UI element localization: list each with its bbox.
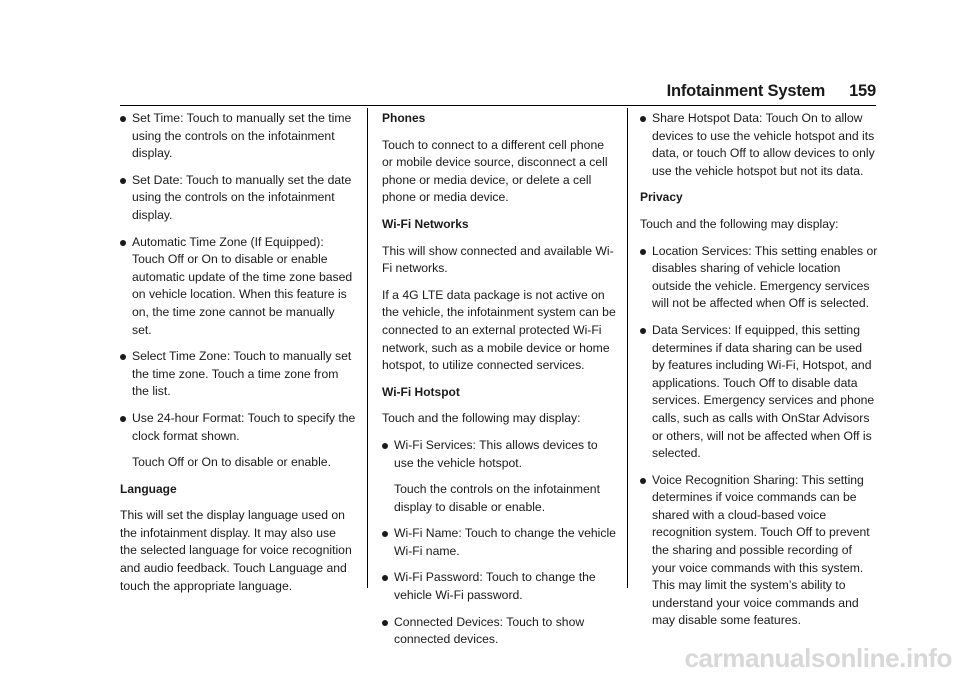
- list-item: [640, 243, 878, 313]
- column-1: [120, 110, 356, 604]
- bullet-text: Location Services: This setting enables or disables sharing of vehicle location outside the vehicle. Emergency services will not be affected when Off is selected.: [652, 243, 878, 311]
- bullet-icon: [382, 443, 388, 449]
- paragraph: Touch and the following may display:: [640, 216, 839, 231]
- list-item: [640, 322, 878, 463]
- bullet-icon: [120, 240, 126, 246]
- page-header: [667, 82, 876, 101]
- paragraph: Touch to connect to a different cell phone or mobile device source, disconnect a cell phone or media device, or delete a cell phone or media device.: [382, 137, 608, 205]
- bullet-icon: [640, 116, 646, 122]
- bullet-text: Connected Devices: Touch to show connected devices.: [394, 614, 585, 647]
- indented-note: Touch Off or On to disable or enable.: [132, 455, 331, 470]
- bullet-text: Data Services: If equipped, this setting determines if data sharing can be used by features including Wi-Fi, Hotspot, and applications. Touch Off to disable data services. Emergency services and phone calls, such as calls with OnStar Advisors or others, will not be affected when Off is selected.: [652, 322, 875, 461]
- section-heading-language: Language: [120, 481, 177, 496]
- paragraph: This will set the display language used on the infotainment display. It may also use the selected language for voice recognition and audio feedback. Touch Language and touch the appropriate language.: [120, 508, 352, 593]
- list-item: [120, 234, 356, 340]
- section-heading-wifi-hotspot: Wi-Fi Hotspot: [382, 384, 460, 399]
- list-item: [640, 110, 878, 180]
- bullet-text: Share Hotspot Data: Touch On to allow devices to use the vehicle hotspot and its data, or touch Off to allow devices to only use the vehicle hotspot but not its data.: [652, 111, 875, 178]
- bullet-text: Wi-Fi Name: Touch to change the vehicle Wi-Fi name.: [394, 526, 616, 558]
- bullet-icon: [382, 620, 388, 626]
- list-item: [382, 437, 616, 472]
- bullet-icon: [640, 478, 646, 484]
- section-heading-wifi-networks: Wi-Fi Networks: [382, 216, 469, 231]
- watermark: carmanualsonline.info: [684, 643, 952, 673]
- column-3: [640, 110, 878, 639]
- bullet-text: Set Date: Touch to manually set the date using the controls on the infotainment display.: [132, 172, 352, 222]
- bullet-text: Set Time: Touch to manually set the time using the controls on the infotainment display.: [132, 111, 352, 161]
- paragraph: This will show connected and available Wi-Fi networks.: [382, 243, 614, 276]
- section-title: Infotainment System: [666, 82, 826, 100]
- list-item: [120, 110, 356, 163]
- list-item: [640, 472, 878, 630]
- section-heading-privacy: Privacy: [640, 190, 683, 205]
- bullet-icon: [120, 354, 126, 360]
- header-rule: [120, 105, 876, 106]
- column-divider-2: [627, 108, 628, 588]
- bullet-icon: [120, 178, 126, 184]
- paragraph: If a 4G LTE data package is not active on the vehicle, the infotainment system can be connected to an external protected Wi-Fi network, such as a mobile device or home hotspot, to utilize connected services.: [382, 287, 616, 373]
- page-number: 159: [849, 82, 876, 100]
- list-item: [120, 410, 356, 445]
- bullet-text: Automatic Time Zone (If Equipped): Touch Off or On to disable or enable automatic update of the time zone based on vehicle location. When this feature is on, the time zone cannot be manually set.: [132, 234, 353, 337]
- bullet-text: Wi-Fi Services: This allows devices to use the vehicle hotspot.: [394, 437, 598, 470]
- bullet-text: Voice Recognition Sharing: This setting determines if voice commands can be shared with a cloud-based voice recognition system. Touch Off to prevent the sharing and possible recording of your voice commands with this system. This may limit the system’s ability to understand your voice commands and may disable some features.: [652, 472, 870, 628]
- list-item: [382, 614, 616, 649]
- bullet-text: Wi-Fi Password: Touch to change the vehicle Wi-Fi password.: [394, 570, 596, 603]
- list-item: [120, 348, 356, 401]
- paragraph: Touch and the following may display:: [382, 411, 581, 426]
- column-divider-1: [367, 108, 368, 588]
- bullet-icon: [382, 575, 388, 581]
- bullet-text: Use 24-hour Format: Touch to specify the clock format shown.: [132, 410, 356, 443]
- list-item: [120, 172, 356, 225]
- bullet-text: Select Time Zone: Touch to manually set the time zone. Touch a time zone from the list.: [132, 349, 352, 399]
- indented-note: Touch the controls on the infotainment display to disable or enable.: [394, 482, 600, 514]
- list-item: [382, 569, 616, 604]
- bullet-icon: [120, 116, 126, 122]
- list-item: [382, 525, 616, 560]
- section-heading-phones: Phones: [382, 111, 426, 125]
- bullet-icon: [382, 531, 388, 537]
- bullet-icon: [640, 328, 646, 334]
- bullet-icon: [640, 249, 646, 255]
- column-2: [382, 110, 616, 658]
- bullet-icon: [120, 416, 126, 422]
